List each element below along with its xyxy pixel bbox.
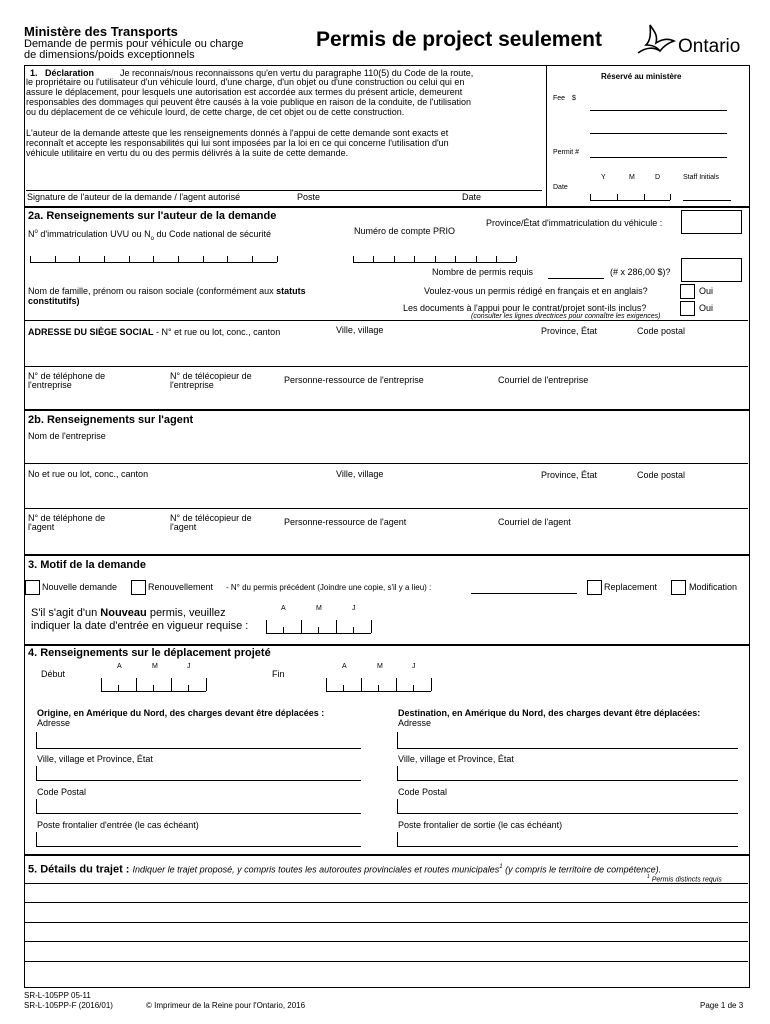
agent-phone-label-2: l'agent xyxy=(28,522,55,532)
city-label: Ville, village xyxy=(336,325,384,335)
origin-city-label: Ville, village et Province, État xyxy=(37,754,153,764)
company-email-label: Courriel de l'entreprise xyxy=(498,375,589,385)
day-letter: J xyxy=(352,605,356,612)
attestation-text: reconnaît et accepte les responsabilités qui lui sont imposées par la loi en ce qui concerne l'utilisation d'un xyxy=(26,138,449,148)
start-month-letter: M xyxy=(152,663,158,670)
new-request-checkbox[interactable] xyxy=(25,580,40,595)
month-letter: M xyxy=(316,605,322,612)
section3-heading: 3. Motif de la demande xyxy=(28,559,146,571)
entry-border-input[interactable] xyxy=(36,832,361,847)
agent-contact-label: Personne-ressource de l'agent xyxy=(284,517,407,527)
agent-fax-label-2: l'agent xyxy=(170,522,197,532)
year-letter: A xyxy=(281,605,286,612)
replacement-checkbox[interactable] xyxy=(587,580,602,595)
attestation-text: véhicule utilitaire en vertu du ou des permis délivrés à la suite de cette demande. xyxy=(26,148,349,158)
prio-account-label: Numéro de compte PRIO xyxy=(354,226,456,236)
applicant-name-label-2: constitutifs) xyxy=(28,296,80,306)
signature-field[interactable] xyxy=(26,176,542,191)
end-date-label: Fin xyxy=(272,669,285,679)
agent-contact-inputs[interactable] xyxy=(26,532,746,552)
year-label: Y xyxy=(601,174,606,181)
start-date-input[interactable] xyxy=(101,678,207,692)
declaration-text: le propriétaire ou l'utilisateur d'un véhicule lourd, d'une charge, d'un objet ou d'une construction ou celui qui en xyxy=(26,77,465,87)
company-phone-label: N° de téléphone de xyxy=(28,371,106,381)
origin-heading: Origine, en Amérique du Nord, des charges devant être déplacées : xyxy=(37,708,325,718)
destination-address-input[interactable] xyxy=(397,732,738,749)
modification-label: Modification xyxy=(689,582,738,592)
logo-wordmark: Ontario xyxy=(678,36,741,57)
company-fax-label-2: l'entreprise xyxy=(170,380,214,390)
permits-count-input[interactable] xyxy=(548,264,604,279)
effective-date-text-2: indiquer la date d'entrée en vigueur requise : xyxy=(31,620,249,632)
printer-credit: © Imprimeur de la Reine pour l'Ontario, 2016 xyxy=(146,1001,306,1010)
company-contact-label: Personne-ressource de l'entreprise xyxy=(284,375,424,385)
destination-city-label: Ville, village et Province, État xyxy=(398,754,514,764)
form-code: SR-L-105PP 05-11 xyxy=(24,991,91,1000)
applicant-name-label: Nom de famille, prénom ou raison sociale (conformément aux statuts xyxy=(28,286,306,296)
docs-checkbox[interactable] xyxy=(680,301,695,316)
province-state-label: Province, État xyxy=(541,326,598,336)
signature-label: Signature de l'auteur de la demande / l'agent autorisé xyxy=(27,192,241,202)
exit-border-label: Poste frontalier de sortie (le cas échéant) xyxy=(398,820,563,830)
section1-number: 1. xyxy=(30,68,38,78)
declaration-text: responsables des dommages qui peuvent être causés à la voie publique en raison de la conduite, de l'utilisation xyxy=(26,97,472,107)
fee-symbol: $ xyxy=(572,95,576,102)
route-footnote: $^1$ Permis distincts requis xyxy=(647,874,722,884)
previous-permit-input[interactable] xyxy=(471,579,577,594)
end-month-letter: M xyxy=(377,663,383,670)
trillium-icon xyxy=(636,23,680,59)
destination-postal-label: Code Postal xyxy=(398,787,448,797)
uvu-number-label: $N^o$ d'immatriculation UVU ou $N_o$ du Code national de sécurité xyxy=(28,229,272,242)
destination-city-input[interactable] xyxy=(397,766,738,781)
end-date-input[interactable] xyxy=(326,678,432,692)
section2a-heading: 2a. Renseignements sur l'auteur de la demande xyxy=(28,210,277,222)
entry-border-label: Poste frontalier d'entrée (le cas échéant) xyxy=(37,820,199,830)
start-date-label: Début xyxy=(41,669,66,679)
end-day-letter: J xyxy=(412,663,416,670)
form-subtitle-line1: Demande de permis pour véhicule ou charge xyxy=(24,38,244,50)
permits-count-label: Nombre de permis requis xyxy=(432,267,534,277)
agent-fax-label: N° de télécopieur de xyxy=(170,513,252,523)
page-number: Page 1 de 3 xyxy=(700,1001,744,1010)
day-label: D xyxy=(655,174,661,181)
agent-email-label: Courriel de l'agent xyxy=(498,517,571,527)
fee-label: Fee xyxy=(553,95,566,102)
form-subtitle-line2: de dimensions/poids exceptionnels xyxy=(24,49,195,61)
section1-heading: Déclaration xyxy=(45,68,95,78)
agent-phone-label: N° de téléphone de xyxy=(28,513,106,523)
attestation-text: L'auteur de la demande atteste que les renseignements donnés à l'appui de cette demande sont exacts et xyxy=(26,128,449,138)
route-details-input[interactable] xyxy=(25,883,748,985)
agent-postal-label: Code postal xyxy=(637,470,686,480)
modification-checkbox[interactable] xyxy=(671,580,686,595)
declaration-text: assure le déplacement, pour lesquels une autorisation est accordée aux termes du présent article, demeurent xyxy=(26,87,463,97)
docs-note: (consulter les lignes directrices pour connaître les exigences) xyxy=(471,313,661,320)
effective-date-input[interactable] xyxy=(266,620,372,634)
agent-province-label: Province, État xyxy=(541,470,598,480)
agent-address-label: No et rue ou lot, conc., canton xyxy=(28,469,149,479)
company-contact-inputs[interactable] xyxy=(26,390,746,408)
start-year-letter: A xyxy=(117,663,122,670)
renewal-checkbox[interactable] xyxy=(131,580,146,595)
origin-postal-label: Code Postal xyxy=(37,787,87,797)
head-office-address-input[interactable] xyxy=(26,338,746,364)
vehicle-province-label: Province/État d'immatriculation du véhicule : xyxy=(486,218,663,228)
agent-company-label: Nom de l'entreprise xyxy=(28,431,106,441)
effective-date-text: S'il s'agit d'un Nouveau permis, veuillez xyxy=(31,607,226,619)
end-year-letter: A xyxy=(342,663,347,670)
destination-address-label: Adresse xyxy=(398,718,432,728)
permits-price-label: (# x 286,00 $)? xyxy=(610,267,671,277)
declaration-text: ou du déplacement de ce véhicule lourd, de cette charge, de cet objet ou de cette construction. xyxy=(26,107,405,117)
position-label: Poste xyxy=(297,192,321,202)
company-phone-label-2: l'entreprise xyxy=(28,380,72,390)
ontario-logo xyxy=(636,23,748,59)
destination-postal-input[interactable] xyxy=(397,799,738,814)
start-day-letter: J xyxy=(187,663,191,670)
vehicle-province-input[interactable] xyxy=(681,210,742,234)
section2b-heading: 2b. Renseignements sur l'agent xyxy=(28,414,194,426)
new-request-label: Nouvelle demande xyxy=(42,582,118,592)
exit-border-input[interactable] xyxy=(397,832,738,847)
origin-city-input[interactable] xyxy=(36,766,361,781)
destination-heading: Destination, en Amérique du Nord, des charges devant être déplacées: xyxy=(398,708,701,718)
origin-postal-input[interactable] xyxy=(36,799,361,814)
date-label: Date xyxy=(462,192,482,202)
form-code-2: SR-L-105PP-F (2016/01) xyxy=(24,1001,113,1010)
renewal-label: Renouvellement xyxy=(148,582,214,592)
declaration-text: Je reconnais/nous reconnaissons qu'en vertu du paragraphe 110(5) du Code de la route, xyxy=(120,68,474,78)
docs-question: Les documents à l'appui pour le contrat/projet sont-ils inclus? xyxy=(403,303,647,313)
agent-address-input[interactable] xyxy=(26,482,746,506)
bilingual-oui-label: Oui xyxy=(699,286,714,296)
permits-count-box[interactable] xyxy=(681,258,742,282)
company-fax-label: N° de télécopieur de xyxy=(170,371,252,381)
agent-city-label: Ville, village xyxy=(336,469,384,479)
origin-address-input[interactable] xyxy=(36,732,361,749)
postal-code-label: Code postal xyxy=(637,326,686,336)
replacement-label: Replacement xyxy=(604,582,658,592)
uvu-number-input[interactable] xyxy=(30,255,278,263)
bilingual-question: Voulez-vous un permis rédigé en français et en anglais? xyxy=(424,286,648,296)
head-office-address-label: ADRESSE DU SIÈGE SOCIAL - N° et rue ou lot, conc., canton xyxy=(28,327,281,337)
section4-heading: 4. Renseignements sur le déplacement projeté xyxy=(28,647,271,659)
section5-heading-line: 5. Détails du trajet : Indiquer le trajet proposé, y compris toutes les autoroutes provinciales et routes municipales$^1$ (y compris le territoire de compétence). xyxy=(28,863,662,876)
ministry-name: Ministère des Transports xyxy=(24,24,178,39)
month-label: M xyxy=(629,174,635,181)
previous-permit-label: - N° du permis précédent (Joindre une copie, s'il y a lieu) : xyxy=(226,583,432,592)
form-title: Permis de project seulement xyxy=(316,28,602,51)
permit-number-label: Permit # xyxy=(553,149,580,156)
agent-company-input[interactable] xyxy=(26,442,746,462)
staff-initials-label: Staff Initials xyxy=(683,174,720,181)
ministry-date-label: Date xyxy=(553,184,568,191)
ministry-box-title: Réservé au ministère xyxy=(601,72,682,81)
bilingual-checkbox[interactable] xyxy=(680,284,695,299)
docs-oui-label: Oui xyxy=(699,303,714,313)
origin-address-label: Adresse xyxy=(37,718,71,728)
